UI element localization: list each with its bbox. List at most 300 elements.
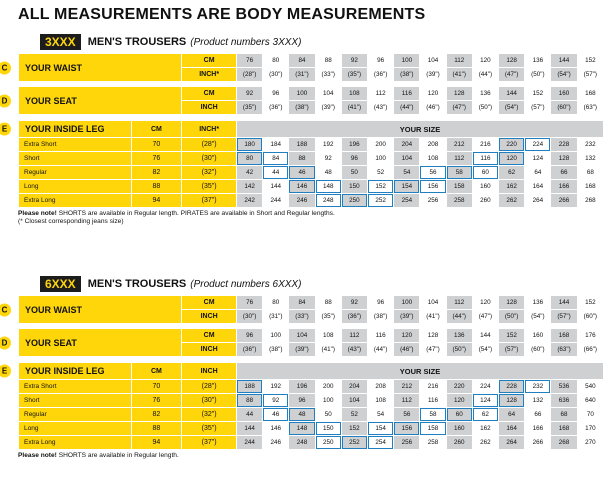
cm-value: 136 (525, 54, 550, 67)
size-cell: 68 (551, 408, 576, 421)
inch-value: (31") (289, 68, 314, 81)
leg-length-name: Extra Short (19, 380, 131, 393)
size-cell: 58 (447, 166, 472, 179)
size-cell: 164 (499, 422, 524, 435)
size-cell: 228 (551, 138, 576, 151)
size-cell: 152 (368, 180, 393, 193)
inch-value: (57") (499, 343, 524, 356)
size-cell: 62 (499, 166, 524, 179)
size-cell: 60 (473, 166, 498, 179)
size-cell: 228 (499, 380, 524, 393)
seat-cm-row (19, 329, 603, 342)
size-cell: 262 (473, 436, 498, 449)
size-cell: 232 (578, 138, 603, 151)
size-cell: 264 (499, 436, 524, 449)
inch-value: (39") (394, 310, 419, 323)
size-cell: 204 (394, 138, 419, 151)
size-cell: 46 (289, 166, 314, 179)
cm-value: 104 (289, 329, 314, 342)
cm-value: 116 (394, 87, 419, 100)
size-cell: 266 (551, 194, 576, 207)
size-cell: 248 (316, 194, 341, 207)
leg-length-cm: 82 (132, 166, 182, 179)
size-cell: 256 (394, 436, 419, 449)
size-cell: 88 (237, 394, 262, 407)
size-cell: 208 (368, 380, 393, 393)
cm-value: 108 (342, 87, 367, 100)
section-3xxx (1, 34, 604, 226)
size-cell: 108 (420, 152, 445, 165)
size-cell: 192 (263, 380, 288, 393)
cm-value: 80 (263, 54, 288, 67)
size-cell: 160 (473, 180, 498, 193)
cm-value: 96 (368, 54, 393, 67)
size-cell: 104 (342, 394, 367, 407)
leg-row (19, 394, 603, 407)
size-cell: 146 (289, 180, 314, 193)
leg-length-inch: (28") (182, 138, 236, 151)
leg-length-name: Short (19, 152, 131, 165)
inch-value: (33") (289, 310, 314, 323)
cm-value: 108 (316, 329, 341, 342)
waist-label-text: YOUR WAIST (25, 304, 83, 315)
leg-length-cm: 82 (132, 408, 182, 421)
size-cell: 144 (263, 180, 288, 193)
size-cell: 84 (263, 152, 288, 165)
cm-value: 88 (316, 296, 341, 309)
inch-value: (57") (551, 310, 576, 323)
inch-value: (36") (263, 101, 288, 114)
cm-value: 104 (316, 87, 341, 100)
leg-row (19, 436, 603, 449)
waist-label (1, 296, 181, 323)
size-cell: 104 (394, 152, 419, 165)
size-cell: 162 (499, 180, 524, 193)
size-cell: 208 (420, 138, 445, 151)
leg-row (19, 380, 603, 393)
size-cell: 96 (342, 152, 367, 165)
inch-value: (41") (420, 310, 445, 323)
size-cell: 252 (368, 194, 393, 207)
section-title: MEN'S TROUSERS (87, 278, 187, 290)
inch-value: (38") (263, 343, 288, 356)
leg-length-name: Extra Long (19, 194, 131, 207)
cm-value: 152 (578, 296, 603, 309)
size-cell: 54 (394, 166, 419, 179)
size-cell: 260 (447, 436, 472, 449)
note-text: SHORTS are available in Regular length. (56, 452, 179, 459)
size-cell: 200 (368, 138, 393, 151)
size-cell: 92 (263, 394, 288, 407)
leg-row (19, 194, 603, 207)
cm-value: 128 (420, 329, 445, 342)
inch-value: (39") (420, 68, 445, 81)
size-cell: 220 (499, 138, 524, 151)
size-cell: 204 (342, 380, 367, 393)
inch-value: (54") (525, 310, 550, 323)
size-table (1, 295, 604, 450)
size-cell: 124 (525, 152, 550, 165)
size-table (1, 53, 604, 208)
size-cell: 132 (578, 152, 603, 165)
unit-cm: CM (132, 121, 182, 137)
size-cell: 64 (525, 166, 550, 179)
leg-row (19, 180, 603, 193)
leg-length-inch: (30") (182, 152, 236, 165)
size-cell: 66 (525, 408, 550, 421)
cm-value: 96 (237, 329, 262, 342)
size-cell: 96 (289, 394, 314, 407)
unit-cm: CM (132, 363, 182, 379)
size-cell: 116 (473, 152, 498, 165)
size-cell: 224 (525, 138, 550, 151)
cm-value: 112 (342, 329, 367, 342)
note-line-1 (18, 452, 604, 460)
unit-inch: INCH (182, 310, 236, 323)
leg-length-inch: (37") (182, 436, 236, 449)
note (18, 452, 604, 460)
your-size-header: YOUR SIZE (237, 363, 603, 379)
leg-row (19, 408, 603, 421)
size-cell: 66 (551, 166, 576, 179)
inch-value: (44") (447, 310, 472, 323)
inch-value: (36") (342, 310, 367, 323)
inch-value: (47") (447, 101, 472, 114)
inch-value: (60") (551, 101, 576, 114)
inch-value: (36") (237, 343, 262, 356)
inch-value: (30") (237, 310, 262, 323)
size-cell: 60 (447, 408, 472, 421)
size-cell: 250 (342, 194, 367, 207)
inch-value: (44") (394, 101, 419, 114)
size-cell: 232 (525, 380, 550, 393)
unit-cm: CM (182, 54, 236, 67)
leg-length-inch: (35") (182, 422, 236, 435)
inch-value: (43") (342, 343, 367, 356)
size-cell: 54 (368, 408, 393, 421)
inside-leg-marker: E (0, 123, 11, 136)
inch-value: (46") (394, 343, 419, 356)
inch-value: (31") (263, 310, 288, 323)
size-cell: 180 (237, 138, 262, 151)
cm-value: 152 (525, 87, 550, 100)
inch-value: (41") (447, 68, 472, 81)
leg-length-name: Long (19, 180, 131, 193)
cm-value: 160 (551, 87, 576, 100)
spacer (19, 357, 603, 362)
cm-value: 104 (420, 296, 445, 309)
cm-value: 128 (499, 296, 524, 309)
size-cell: 108 (368, 394, 393, 407)
size-cell: 200 (316, 380, 341, 393)
section-6xxx (1, 276, 604, 460)
unit-inch: INCH* (182, 121, 236, 137)
note-line-2: (* Closest corresponding jeans size) (18, 218, 124, 225)
size-cell: 150 (342, 180, 367, 193)
inside-leg-label-text: YOUR INSIDE LEG (25, 366, 105, 376)
seat-label (1, 87, 181, 114)
size-cell: 192 (316, 138, 341, 151)
inch-value: (54") (473, 343, 498, 356)
inch-value: (41") (342, 101, 367, 114)
section-subtitle: (Product numbers 6XXX) (190, 278, 302, 290)
inch-value: (63") (551, 343, 576, 356)
unit-cm: CM (182, 296, 236, 309)
spacer (19, 115, 603, 120)
cm-value: 80 (263, 296, 288, 309)
cm-value: 84 (289, 54, 314, 67)
note (18, 210, 604, 226)
size-cell: 256 (420, 194, 445, 207)
cm-value: 144 (551, 296, 576, 309)
size-cell: 170 (578, 422, 603, 435)
unit-cm: CM (182, 329, 236, 342)
size-cell: 52 (342, 408, 367, 421)
size-cell: 268 (578, 194, 603, 207)
size-cell: 164 (525, 180, 550, 193)
inch-value: (30") (263, 68, 288, 81)
spacer (19, 324, 603, 328)
size-cell: 212 (394, 380, 419, 393)
size-cell: 50 (342, 166, 367, 179)
leg-length-cm: 76 (132, 394, 182, 407)
cm-value: 136 (525, 296, 550, 309)
inch-value: (54") (551, 68, 576, 81)
inch-value: (60") (578, 310, 603, 323)
size-cell: 80 (237, 152, 262, 165)
size-cell: 56 (394, 408, 419, 421)
leg-length-inch: (32") (182, 408, 236, 421)
note-text: SHORTS are available in Regular length. PIRATES are available in Short and Regular lengths. (56, 210, 335, 217)
cm-value: 88 (316, 54, 341, 67)
size-cell: 56 (420, 166, 445, 179)
cm-value: 116 (368, 329, 393, 342)
inch-value: (47") (420, 343, 445, 356)
inch-value: (54") (499, 101, 524, 114)
cm-value: 128 (447, 87, 472, 100)
size-cell: 640 (578, 394, 603, 407)
size-cell: 132 (525, 394, 550, 407)
cm-value: 100 (263, 329, 288, 342)
size-cell: 536 (551, 380, 576, 393)
size-cell: 124 (473, 394, 498, 407)
inch-value: (50") (447, 343, 472, 356)
size-cell: 196 (289, 380, 314, 393)
seat-marker: D (0, 94, 11, 107)
size-cell: 92 (316, 152, 341, 165)
leg-length-name: Regular (19, 408, 131, 421)
size-cell: 142 (237, 180, 262, 193)
cm-value: 76 (237, 54, 262, 67)
cm-value: 120 (473, 296, 498, 309)
leg-length-cm: 94 (132, 194, 182, 207)
size-cell: 42 (237, 166, 262, 179)
cm-value: 152 (578, 54, 603, 67)
size-cell: 242 (237, 194, 262, 207)
leg-length-name: Extra Short (19, 138, 131, 151)
inside-leg-header-row (19, 363, 603, 379)
waist-label (1, 54, 181, 81)
leg-length-name: Short (19, 394, 131, 407)
cm-value: 160 (525, 329, 550, 342)
inch-value: (35") (342, 68, 367, 81)
inch-value: (46") (420, 101, 445, 114)
cm-value: 96 (368, 296, 393, 309)
your-size-header: YOUR SIZE (237, 121, 603, 137)
size-cell: 188 (289, 138, 314, 151)
size-cell: 154 (394, 180, 419, 193)
size-cell: 50 (316, 408, 341, 421)
leg-length-inch: (30") (182, 394, 236, 407)
unit-inch: INCH (182, 363, 236, 379)
cm-value: 176 (578, 329, 603, 342)
size-cell: 144 (237, 422, 262, 435)
leg-row (19, 422, 603, 435)
size-cell: 100 (316, 394, 341, 407)
note-bold: Please note! (18, 452, 57, 459)
cm-value: 144 (551, 54, 576, 67)
cm-value: 136 (473, 87, 498, 100)
inch-value: (36") (368, 68, 393, 81)
leg-row (19, 138, 603, 151)
section-header (18, 276, 604, 292)
cm-value: 168 (578, 87, 603, 100)
waist-label-text: YOUR WAIST (25, 62, 83, 73)
size-cell: 216 (473, 138, 498, 151)
size-cell: 166 (525, 422, 550, 435)
size-cell: 540 (578, 380, 603, 393)
inch-value: (50") (499, 310, 524, 323)
inch-value: (47") (473, 310, 498, 323)
inch-value: (39") (289, 343, 314, 356)
leg-length-cm: 70 (132, 380, 182, 393)
size-cell: 260 (473, 194, 498, 207)
cm-value: 136 (447, 329, 472, 342)
size-cell: 258 (447, 194, 472, 207)
note-bold: Please note! (18, 210, 57, 217)
page-title: ALL MEASUREMENTS ARE BODY MEASUREMENTS (18, 6, 426, 23)
size-cell: 212 (447, 138, 472, 151)
inside-leg-header-row (19, 121, 603, 137)
waist-marker: C (0, 303, 11, 316)
size-cell: 268 (551, 436, 576, 449)
leg-length-cm: 88 (132, 180, 182, 193)
size-cell: 636 (551, 394, 576, 407)
size-cell: 148 (289, 422, 314, 435)
inch-value: (60") (525, 343, 550, 356)
inch-value: (33") (316, 68, 341, 81)
size-cell: 224 (473, 380, 498, 393)
cm-value: 100 (289, 87, 314, 100)
section-header (18, 34, 604, 50)
cm-value: 152 (499, 329, 524, 342)
size-cell: 262 (499, 194, 524, 207)
size-cell: 48 (289, 408, 314, 421)
inch-value: (38") (368, 310, 393, 323)
size-cell: 62 (473, 408, 498, 421)
leg-length-inch: (32") (182, 166, 236, 179)
inch-value: (50") (473, 101, 498, 114)
size-cell: 158 (447, 180, 472, 193)
cm-value: 92 (342, 296, 367, 309)
size-cell: 44 (263, 166, 288, 179)
cm-value: 100 (394, 296, 419, 309)
size-cell: 46 (263, 408, 288, 421)
size-cell: 250 (316, 436, 341, 449)
size-cell: 156 (394, 422, 419, 435)
leg-length-cm: 94 (132, 436, 182, 449)
cm-value: 120 (420, 87, 445, 100)
inch-value: (57") (525, 101, 550, 114)
size-cell: 220 (447, 380, 472, 393)
inch-value: (66") (578, 343, 603, 356)
cm-value: 76 (237, 296, 262, 309)
leg-length-cm: 70 (132, 138, 182, 151)
cm-value: 128 (499, 54, 524, 67)
inside-leg-marker: E (0, 365, 11, 378)
cm-value: 112 (447, 296, 472, 309)
waist-cm-row (19, 54, 603, 67)
size-cell: 246 (289, 194, 314, 207)
size-cell: 168 (578, 180, 603, 193)
seat-label (1, 329, 181, 356)
cm-value: 120 (394, 329, 419, 342)
leg-length-cm: 88 (132, 422, 182, 435)
inside-leg-label-text: YOUR INSIDE LEG (25, 124, 105, 134)
size-cell: 160 (447, 422, 472, 435)
cm-value: 84 (289, 296, 314, 309)
size-cell: 216 (420, 380, 445, 393)
cm-value: 92 (342, 54, 367, 67)
cm-value: 144 (473, 329, 498, 342)
seat-marker: D (0, 336, 11, 349)
leg-length-cm: 76 (132, 152, 182, 165)
leg-row (19, 166, 603, 179)
inside-leg-label (1, 363, 131, 379)
inch-value: (44") (368, 343, 393, 356)
inch-value: (38") (289, 101, 314, 114)
size-cell: 68 (578, 166, 603, 179)
size-cell: 70 (578, 408, 603, 421)
size-cell: 168 (551, 422, 576, 435)
product-code-badge: 3XXX (40, 34, 81, 50)
seat-cm-row (19, 87, 603, 100)
inch-value: (38") (394, 68, 419, 81)
size-cell: 162 (473, 422, 498, 435)
size-cell: 112 (447, 152, 472, 165)
size-cell: 112 (394, 394, 419, 407)
inch-value: (57") (578, 68, 603, 81)
size-cell: 264 (525, 194, 550, 207)
leg-length-inch: (28") (182, 380, 236, 393)
unit-inch: INCH (182, 343, 236, 356)
section-title: MEN'S TROUSERS (87, 36, 187, 48)
size-cell: 184 (263, 138, 288, 151)
cm-value: 104 (420, 54, 445, 67)
section-subtitle: (Product numbers 3XXX) (190, 36, 302, 48)
size-cell: 154 (368, 422, 393, 435)
leg-length-inch: (37") (182, 194, 236, 207)
unit-inch: INCH* (182, 68, 236, 81)
inch-value: (39") (316, 101, 341, 114)
size-cell: 188 (237, 380, 262, 393)
size-cell: 88 (289, 152, 314, 165)
size-cell: 52 (368, 166, 393, 179)
size-cell: 244 (263, 194, 288, 207)
size-cell: 152 (342, 422, 367, 435)
cm-value: 120 (473, 54, 498, 67)
cm-value: 144 (499, 87, 524, 100)
